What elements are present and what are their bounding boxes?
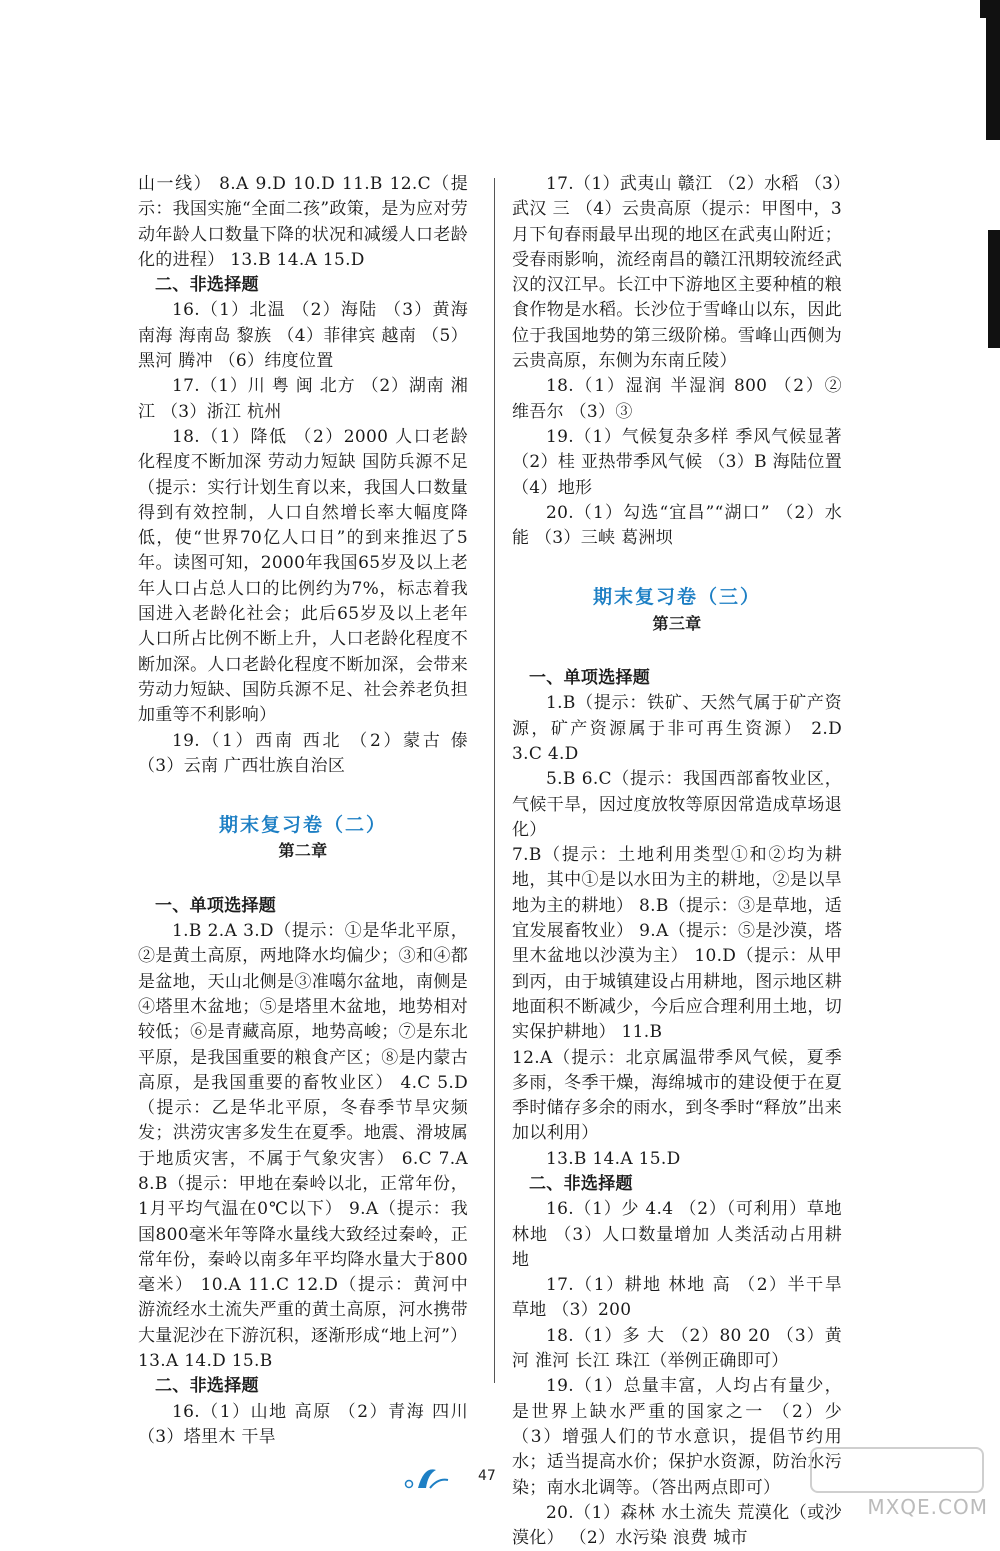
- answer-block: 18.（1）降低 （2）2000 人口老龄化程度不断加深 劳动力短缺 国防兵源不足（提示：实行计划生育以来，我国人口数量得到有效控制，人口自然增长率大幅度降低，使“世界70亿人口日”的到来推迟了5年。读图可知，2000年我国65岁及以上老年人口占总人口的比例约为7%，标志着我国进入老龄化社会；此后65岁及以上老年人口所占比例不断上升，人口老龄化程度不断加深。人口老龄化程度不断加深，会带来劳动力短缺、国防兵源不足、社会养老负担加重等不利影响）: [138, 426, 468, 726]
- scan-edge-bar-middle: [988, 230, 1000, 348]
- answer-block: 1.B 2.A 3.D（提示：①是华北平原，②是黄土高原，两地降水均偏少；③和④都是盆地，天山北侧是③准噶尔盆地，南侧是④塔里木盆地；⑤是塔里木盆地，地势相对较低；⑥是青藏高原，地势高峻；⑦是东北平原，是我国重要的粮食产区；⑧是内蒙古高原，是我国重要的畜牧业区） 4.C 5.D（提示：乙是华北平原，冬春季节旱灾频发；洪涝灾害多发生在夏季。地震、滑坡属于地质灾害，不属于气象灾害） 6.C 7.A 8.B（提示：甲地在秦岭以北，正常年份，1月平均气温在0℃以下） 9.A（提示：我国800毫米年等降水量线大致经过秦岭，正常年份，秦岭以南多年平均降水量大于800毫米） 10.A 11.C 12.D（提示：黄河中游流经水土流失严重的黄土高原，河水携带大量泥沙在下游沉积，逐渐形成“地上河”）: [138, 921, 468, 1346]
- exam-title: 期末复习卷（三）: [592, 586, 761, 609]
- answer-block: 17.（1）耕地 林地 高 （2）半干旱 草地 （3）200: [512, 1275, 842, 1321]
- answer-block: 16.（1）山地 高原 （2）青海 四川 （3）塔里木 干旱: [138, 1401, 468, 1447]
- answer-block: 17.（1）川 粤 闽 北方 （2）湖南 湘江 （3）浙江 杭州: [138, 376, 468, 422]
- answer-block: 19.（1）气候复杂多样 季风气候显著 （2）桂 亚热带季风气候 （3）B 海陆位置 （4）地形: [512, 426, 842, 498]
- section-heading: 二、非选择题: [155, 275, 259, 296]
- answer-block: 1.B（提示：铁矿、天然气属于矿产资源，矿产资源属于非可再生资源） 2.D 3.C 4.D: [512, 693, 842, 764]
- answer-block: 7.B（提示：土地利用类型①和②均为耕地，其中①是以水田为主的耕地，②是以旱地为主的耕地） 8.B（提示：③是草地，适宜发展畜牧业） 9.A（提示：⑤是沙漠，塔里木盆地以沙漠为主） 10.D（提示：从甲到丙，由于城镇建设占用耕地，图示地区耕地面积不断减少，今后应合理利用土地，切实保护耕地） 11.B: [512, 845, 842, 1043]
- section-heading: 二、非选择题: [155, 1376, 259, 1397]
- answer-block: 20.（1）森林 水土流失 荒漠化（或沙漠化） （2）水污染 浪费 城市: [512, 1502, 842, 1549]
- answer-block: 5.B 6.C（提示：我国西部畜牧业区，气候干旱，因过度放牧等原因常造成草场退化）: [512, 769, 842, 840]
- page-number: 47: [478, 1468, 496, 1484]
- right-column: [512, 172, 842, 1551]
- answer-block: 19.（1）总量丰富，人均占有量少，是世界上缺水严重的国家之一 （2）少 （3）增强人们的节水意识，提倡节约用水；适当提高水价；保护水资源，防治水污染；南水北调等。（答出两点即可）: [512, 1376, 842, 1498]
- chapter-heading: 第三章: [652, 613, 702, 633]
- answer-block: 19.（1）西南 西北 （2）蒙古 傣 （3）云南 广西壮族自治区: [138, 730, 468, 776]
- answer-block: 13.B 14.A 15.D: [546, 1148, 681, 1169]
- page-footer: [400, 1460, 600, 1500]
- answer-block: 18.（1）多 大 （2）80 20 （3）黄河 淮河 长江 珠江（举例正确即可）: [512, 1325, 842, 1372]
- section-heading: 一、单项选择题: [155, 895, 277, 916]
- answer-block: 12.A（提示：北京属温带季风气候，夏季多雨，冬季干燥，海绵城市的建设便于在夏季时储存多余的雨水，到冬季时“释放”出来加以利用）: [512, 1047, 842, 1144]
- footer-ornament-icon: [400, 1460, 460, 1496]
- answer-block: 18.（1）湿润 半湿润 800 （2）② 维吾尔 （3）③: [512, 376, 842, 422]
- answer-block: 20.（1）勾选“宜昌”“湖口” （2）水能 （3）三峡 葛洲坝: [512, 502, 842, 549]
- answer-block: 16.（1）北温 （2）海陆 （3）黄海 南海 海南岛 黎族 （4）菲律宾 越南 （5）黑河 腾冲 （6）纬度位置: [138, 300, 468, 372]
- column-divider: [494, 178, 495, 1383]
- chapter-heading: 第二章: [278, 841, 328, 861]
- section-heading: 一、单项选择题: [529, 668, 651, 689]
- answer-block: 17.（1）武夷山 赣江 （2）水稻 （3）武汉 三 （4）云贵高原（提示：甲图中，3月下旬春雨最早出现的地区在武夷山附近；受春雨影响，流经南昌的赣江汛期较流经武汉的汉江早。长江中下游地区主要种植的粮食作物是水稻。长沙位于雪峰山以东，因此位于我国地势的第三级阶梯。雪峰山西侧为云贵高原，东侧为东南丘陵）: [512, 174, 842, 372]
- watermark: [792, 1447, 992, 1519]
- watermark-text: MXQE.COM: [867, 1495, 988, 1519]
- answer-block: 16.（1）少 4.4 （2）（可利用）草地 林地 （3）人口数量增加 人类活动占用耕地: [512, 1199, 842, 1270]
- answer-block: 13.A 14.D 15.B: [138, 1351, 273, 1372]
- answer-block: 山一线） 8.A 9.D 10.D 11.B 12.C（提示：我国实施“全面二孩”政策，是为应对劳动年龄人口数量下降的状况和减缓人口老龄化的进程） 13.B 14.A 15.D: [138, 174, 468, 270]
- left-column: [138, 172, 468, 1450]
- watermark-logo-icon: [810, 1447, 984, 1493]
- scan-edge-bar-top: [986, 0, 1000, 140]
- exam-title: 期末复习卷（二）: [218, 814, 387, 837]
- section-heading: 二、非选择题: [529, 1173, 633, 1194]
